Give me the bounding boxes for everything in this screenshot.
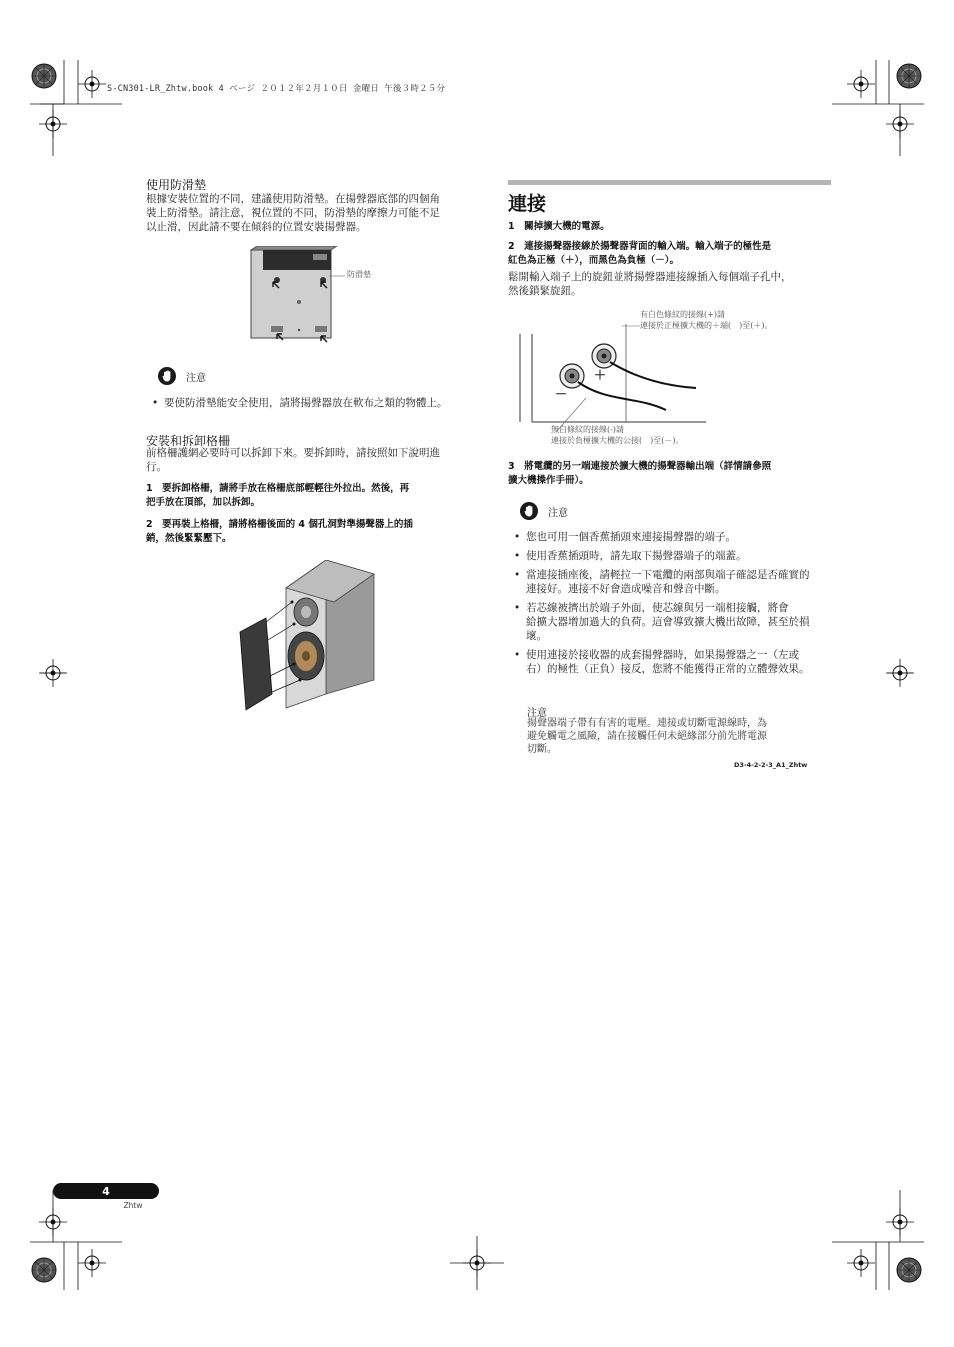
print-file-info: S-CN301-LR_Zhtw.book 4 ページ ２０１２年２月１０日 金曜日 午後３時２５分 xyxy=(107,84,446,94)
text-line: 擴大機操作手冊）。 xyxy=(508,475,589,486)
page-number-tab xyxy=(53,1183,159,1199)
caution-item xyxy=(514,549,836,563)
connect-step-2 xyxy=(508,240,838,268)
caution-header xyxy=(520,502,568,520)
text-line: 無白條紋的接線(-)請 xyxy=(551,425,624,434)
text-line: 然後鎖緊旋鈕。 xyxy=(508,285,582,297)
section-title-connection: 連接 xyxy=(508,193,547,215)
text-line: 把手放在頂部，加以拆卸。 xyxy=(146,497,261,508)
text-line: 連接好。連接不好會造成噪音和聲音中斷。 xyxy=(526,583,726,595)
text-line: 切斷。 xyxy=(527,744,557,755)
caution-label: 注意 xyxy=(548,507,568,519)
caution-item xyxy=(514,648,836,676)
figure-label-negative xyxy=(551,424,683,446)
speaker-bottom-illustration xyxy=(245,246,385,350)
caution-hand-icon xyxy=(158,367,176,385)
caution-label: 注意 xyxy=(186,372,206,384)
minus-sign: － xyxy=(555,387,568,401)
grille-text xyxy=(146,446,476,474)
text-line: 根據安裝位置的不同，建議使用防滑墊。在揚聲器底部的四個角 xyxy=(146,193,440,205)
text-line: 有白色條紋的接線(+)請 xyxy=(640,310,725,319)
text-line: 壞。 xyxy=(526,630,547,642)
text-line: • 使用香蕉插頭時，請先取下揚聲器端子的端蓋。 xyxy=(526,550,747,562)
text-line: 連接於正極擴大機的＋端( )至(＋)。 xyxy=(640,321,773,330)
text-line: 前格柵護網必要時可以拆卸下來。要拆卸時，請按照如下說明進 xyxy=(146,447,440,459)
text-line: 鬆開輸入端子上的旋鈕並將揚聲器連接線插入每個端子孔中， xyxy=(508,271,792,283)
caution-list xyxy=(152,396,482,415)
text-line: 2 要再裝上格柵，請將格柵後面的 4 個孔洞對準揚聲器上的插 xyxy=(146,519,413,530)
heading-anti-slip-pads: 使用防滑墊 xyxy=(146,178,207,192)
caution-list xyxy=(514,530,836,681)
connect-step-1: 1 關掉擴大機的電源。 xyxy=(508,221,610,232)
caution-item xyxy=(514,568,836,596)
caution-item xyxy=(514,601,836,643)
connect-step-2-body xyxy=(508,270,838,298)
text-line: 以止滑，因此請不要在傾斜的位置安裝揚聲器。 xyxy=(146,221,367,233)
text-line: 揚聲器端子帶有有害的電壓。連接或切斷電源線時，為 xyxy=(527,718,767,729)
text-line: 連接於負極擴大機的公接( )至(－)。 xyxy=(551,436,684,445)
document-code: D3-4-2-2-3_A1_Zhtw xyxy=(734,761,808,769)
text-line: 避免觸電之風險，請在接觸任何未絕緣部分前先將電源 xyxy=(527,731,767,742)
anti-slip-pads-text xyxy=(146,192,476,234)
page-language: Zhtw xyxy=(123,1201,143,1210)
connect-step-3 xyxy=(508,460,838,488)
caution-header xyxy=(158,367,206,385)
caution-item: • 要使防滑墊能安全使用，請將揚聲器放在軟布之類的物體上。 xyxy=(152,396,482,410)
grille-step-1 xyxy=(146,482,476,510)
heading-grille: 安裝和拆卸格柵 xyxy=(146,434,231,448)
text-line: • 若芯線被擠出於端子外面，使芯線與另一端相接觸，將會 xyxy=(526,602,789,614)
figure-label-anti-slip-pad: 防滑墊 xyxy=(347,270,371,279)
grille-step-2 xyxy=(146,518,476,546)
text-line: 行。 xyxy=(146,461,167,473)
plus-sign: ＋ xyxy=(594,368,607,382)
text-line: 紅色為正極（＋），而黑色為負極（－）。 xyxy=(508,255,680,266)
text-line: • 使用連接於接收器的成套揚聲器時，如果揚聲器之一（左或 xyxy=(526,649,799,661)
notice-text xyxy=(527,717,817,756)
caution-item xyxy=(514,530,836,544)
text-line: 右）的極性（正負）接反，您將不能獲得正常的立體聲效果。 xyxy=(526,663,810,675)
caution-hand-icon xyxy=(520,502,538,520)
section-divider-bar xyxy=(508,180,831,185)
text-line: • 當連接插座後，請輕拉一下電纜的兩部與端子確認是否確實的 xyxy=(526,569,810,581)
text-line: 給擴大器增加過大的負荷。這會導致擴大機出故障，甚至於損 xyxy=(526,616,810,628)
figure-label-positive xyxy=(640,309,772,331)
page-number: 4 xyxy=(102,1184,110,1198)
notice-title: 注意 xyxy=(527,708,547,719)
text-line: 2 連接揚聲器接線於揚聲器背面的輸入端。輸入端子的極性是 xyxy=(508,241,772,252)
text-line: 3 將電纜的另一端連接於擴大機的揚聲器輸出端（詳情請參照 xyxy=(508,461,772,472)
text-line: 裝上防滑墊。請注意，視位置的不同，防滑墊的摩擦力可能不足 xyxy=(146,207,440,219)
speaker-grille-illustration xyxy=(238,560,380,712)
text-line: • 您也可用一個香蕉插頭來連接揚聲器的端子。 xyxy=(526,531,736,543)
text-line: 銷，然後緊緊壓下。 xyxy=(146,533,232,544)
text-line: 1 要拆卸格柵，請將手放在格柵底部輕輕往外拉出。然後，再 xyxy=(146,483,410,494)
